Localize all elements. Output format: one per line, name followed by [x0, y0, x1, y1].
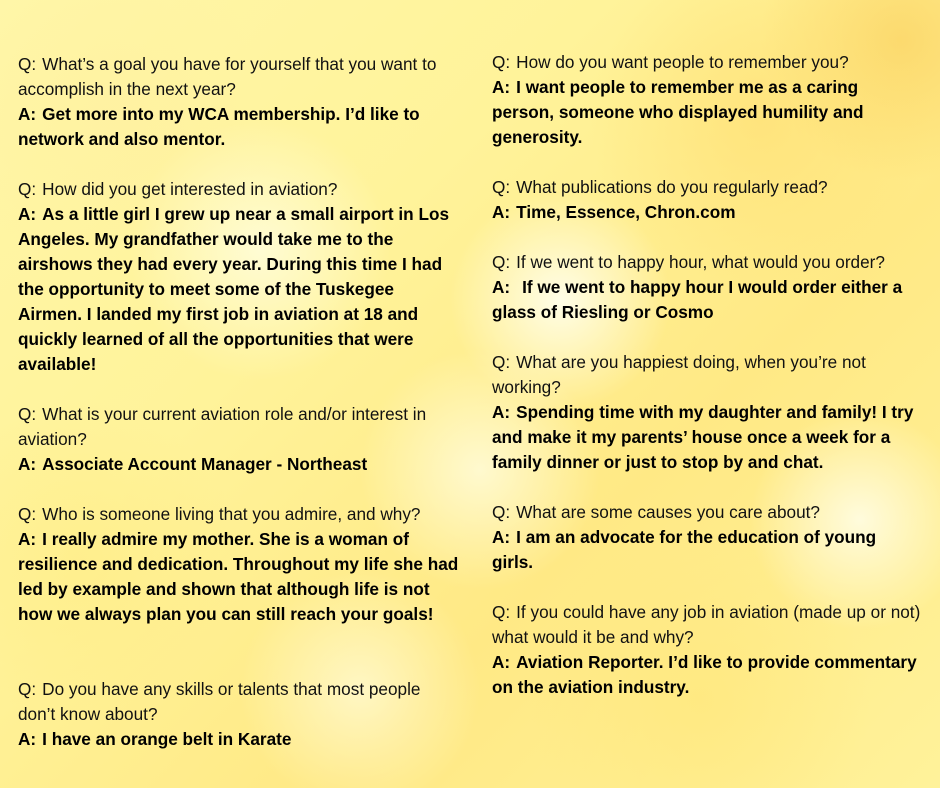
question-label: Q:	[18, 54, 37, 74]
answer-label: A:	[18, 529, 37, 549]
answer	[492, 200, 922, 225]
answer-label: A:	[492, 277, 511, 297]
answer	[18, 527, 460, 627]
question	[492, 350, 922, 400]
question-text: What publications do you regularly read?	[516, 177, 828, 197]
answer-label: A:	[492, 77, 511, 97]
qa-item-dream-job	[492, 600, 922, 700]
question-text: What’s a goal you have for yourself that you want to accomplish in the next year?	[18, 54, 437, 99]
answer-text: Spending time with my daughter and family! I try and make it my parents’ house once a week for a family dinner or just to stop by and chat.	[492, 402, 914, 472]
answer-text: I have an orange belt in Karate	[42, 729, 292, 749]
answer-text: If we went to happy hour I would order either a glass of Riesling or Cosmo	[492, 277, 903, 322]
question-text: How do you want people to remember you?	[516, 52, 849, 72]
question	[18, 402, 460, 452]
answer-text: Time, Essence, Chron.com	[516, 202, 736, 222]
question	[18, 177, 460, 202]
answer	[492, 650, 922, 700]
question-text: What is your current aviation role and/or interest in aviation?	[18, 404, 427, 449]
answer-text: I really admire my mother. She is a woman of resilience and dedication. Throughout my life she had led by example and shown that although life is not how we always plan you can still reach your goals!	[18, 529, 459, 624]
qa-item-remember	[492, 50, 922, 150]
question	[492, 600, 922, 650]
qa-item-interest	[18, 177, 460, 377]
question-label: Q:	[18, 179, 37, 199]
qa-item-happy-hour	[492, 250, 922, 325]
answer-label: A:	[18, 454, 37, 474]
answer-text: Aviation Reporter. I’d like to provide commentary on the aviation industry.	[492, 652, 917, 697]
question-text: If we went to happy hour, what would you order?	[516, 252, 885, 272]
question-label: Q:	[492, 252, 511, 272]
answer-label: A:	[492, 402, 511, 422]
qa-item-skills	[18, 677, 460, 752]
question-text: If you could have any job in aviation (made up or not) what would it be and why?	[492, 602, 921, 647]
question	[492, 500, 922, 525]
question-label: Q:	[18, 504, 37, 524]
qa-item-role	[18, 402, 460, 477]
answer-label: A:	[492, 202, 511, 222]
answer	[18, 727, 460, 752]
answer-label: A:	[492, 652, 511, 672]
answer-text: As a little girl I grew up near a small airport in Los Angeles. My grandfather would take me to the airshows they had every year. During this time I had the opportunity to meet some of the Tuskegee Airmen. I landed my first job in aviation at 18 and quickly learned of all the opportunities that were available!	[18, 204, 450, 374]
question-label: Q:	[492, 602, 511, 622]
question	[18, 502, 460, 527]
answer-text: Get more into my WCA membership. I’d like to network and also mentor.	[18, 104, 420, 149]
question	[18, 52, 460, 102]
answer-label: A:	[18, 729, 37, 749]
question-text: What are you happiest doing, when you’re not working?	[492, 352, 866, 397]
question	[492, 175, 922, 200]
qa-item-happiest	[492, 350, 922, 475]
qa-item-admire	[18, 502, 460, 627]
question-text: Do you have any skills or talents that most people don’t know about?	[18, 679, 421, 724]
question-text: How did you get interested in aviation?	[42, 179, 338, 199]
answer-label: A:	[18, 204, 37, 224]
answer-text: I am an advocate for the education of young girls.	[492, 527, 877, 572]
answer-label: A:	[18, 104, 37, 124]
answer-text: I want people to remember me as a caring person, someone who displayed humility and generosity.	[492, 77, 864, 147]
question	[492, 250, 922, 275]
answer	[492, 525, 922, 575]
qa-item-goal	[18, 52, 460, 152]
answer	[492, 75, 922, 150]
question-label: Q:	[492, 352, 511, 372]
question-text: Who is someone living that you admire, and why?	[42, 504, 421, 524]
answer-label: A:	[492, 527, 511, 547]
question-label: Q:	[18, 679, 37, 699]
answer	[18, 102, 460, 152]
answer	[18, 452, 460, 477]
qa-item-causes	[492, 500, 922, 575]
question-label: Q:	[18, 404, 37, 424]
question	[492, 50, 922, 75]
question-label: Q:	[492, 177, 511, 197]
question-label: Q:	[492, 52, 511, 72]
question-text: What are some causes you care about?	[516, 502, 820, 522]
question	[18, 677, 460, 727]
question-label: Q:	[492, 502, 511, 522]
answer	[492, 400, 922, 475]
answer	[18, 202, 460, 377]
answer	[492, 275, 922, 325]
qa-item-publications	[492, 175, 922, 225]
answer-text: Associate Account Manager - Northeast	[42, 454, 368, 474]
